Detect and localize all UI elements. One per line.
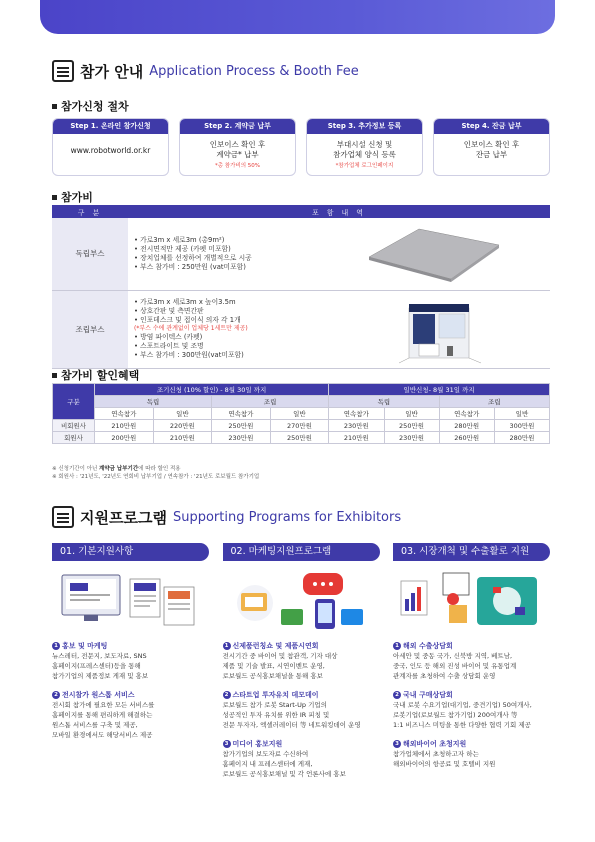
step-body: 부대시설 신청 및 참가업체 양식 등록 *참가업체 로그인페이지 [307,134,422,171]
website-link[interactable]: www.robotworld.or.kr [70,146,151,155]
program-header: 02. 마케팅지원프로그램 [223,543,380,561]
program-item: 2 국내 구매상담회 국내 로봇 수요기업(대기업, 중견기업) 50여개사, 로봇기업(로보월드 참가기업) 200여개사 等 1:1 비즈니스 미팅을 통한 다양한 협력 기회 제공 [393,691,532,729]
section-title-ko: 참가 안내 [80,62,144,81]
apply-subtitle: 참가신청 절차 [52,98,129,114]
number-badge: 2 [393,691,401,699]
footnotes: ※ 신청기간이 아닌 계약금 납부기간에 따라 할인 적용 ※ 회원사 : '21년도, '22년도 연회비 납부기업 / 연속참가 : '21년도 로보월드 참가기업 [52,466,260,480]
section-title-application [52,60,359,82]
bullet-square-icon [52,373,57,378]
program-item: 3 해외바이어 초청지원 참가업체에서 초청하고자 하는 해외바이어의 항공료 및 호텔비 지원 [393,740,496,768]
discount-subtitle: 참가비 할인혜택 [52,367,139,383]
section-title-en: Supporting Programs for Exhibitors [172,509,402,525]
fee-row-label: 독립부스 [52,218,128,290]
step-note: *참가업체 로그인페이지 [335,163,394,169]
bullet-square-icon [52,104,57,109]
document-icon [52,60,74,82]
program-item: 1 신제품런칭쇼 및 제품시연회 전시기간 중 바이어 및 참관객, 기자 대상 제품 및 기술 발표, 시연이벤트 운영, 로보월드 공식홍보채널을 통해 홍보 [222,642,338,680]
discount-table: 구분 조기신청 (10% 할인) - 8월 30일 까지 일반신청- 8월 31일 까지 독립 조립 독립 조립 연속참가 일반 연속참가 일반 연속참가 일반 연속참가 일반 비회원사 210만원 220만원 250만원 270만원 230만원 250만원 280만원 300만원 회원사 200만원 210만원 230만원 250만원 210만원 230만원 260만원 280만원 [52,383,550,444]
section-title-en: Application Process & Booth Fee [149,63,359,79]
section-title-programs [52,506,401,528]
program-column [52,543,209,788]
step-header: Step 1. 온라인 참가신청 [53,119,168,134]
number-badge: 1 [393,642,401,650]
program-column [393,543,550,788]
number-badge: 3 [223,740,231,748]
notebook-icon [52,506,74,528]
step-header: Step 3. 추가정보 등록 [307,119,422,134]
export-illustration [393,569,550,631]
table-row: 회원사 200만원 210만원 230만원 250만원 210만원 230만원 260만원 280만원 [53,432,550,444]
bullet-square-icon [52,195,57,200]
number-badge: 2 [52,691,60,699]
program-header: 03. 시장개척 및 수출활로 지원 [393,543,550,561]
step-card [433,118,550,176]
top-banner [40,0,555,34]
number-badge: 3 [393,740,401,748]
step-card [52,118,169,176]
discount-group-label: 구분 [53,384,95,420]
shell-scheme-booth-image [359,296,509,362]
mobile-marketing-illustration [223,569,380,631]
period-general: 일반신청- 8월 31일 까지 [329,384,550,396]
section-title-ko: 지원프로그램 [80,508,167,527]
apply-steps [52,118,550,178]
step-body [53,134,168,156]
program-column [223,543,380,788]
program-item: 2 전시참가 원스톱 서비스 전시회 참가에 필요한 모든 서비스를 홈페이지를 통해 편리하게 해결하는 원스톱 서비스를 구축 및 제공, 모바일 환경에서도 해당서비스 제공 [52,691,155,739]
number-badge: 1 [223,642,231,650]
step-note: *총 참가비의 50% [214,163,261,169]
fee-header-type: 구 분 [52,205,128,218]
step-header: Step 2. 계약금 납부 [180,119,295,134]
program-header: 01. 기본지원사항 [52,543,209,561]
step-body: 인보이스 확인 후 잔금 납부 [463,140,520,159]
program-columns [52,543,550,788]
fee-row-label: 조립부스 [52,290,128,368]
raw-space-booth-image [359,221,509,287]
number-badge: 2 [223,691,231,699]
fee-table [52,205,550,369]
step-body: 인보이스 확인 후 계약금* 납부 *총 참가비의 50% [180,134,295,171]
table-row: 비회원사 210만원 220만원 250만원 270만원 230만원 250만원 280만원 300만원 [53,420,550,432]
step-card [306,118,423,176]
fee-row-items: • 가로3m x 세로3m (총9m²) • 전시면적만 제공 (카펫 미포함) • 장치업체를 선정하여 개별적으로 시공 • 부스 참가비 : 250만원 (vat미포함) [134,236,252,271]
marketing-illustration [52,569,209,631]
program-item: 1 해외 수출상담회 아세안 및 중동 국가, 신북방 지역, 베트남, 중국, 인도 등 해외 진성 바이어 및 유통업계 관계자를 초청하여 수출 상담회 운영 [393,642,517,680]
program-item: 1 홍보 및 마케팅 뉴스레터, 전문지, 보도자료, SNS 홈페이지(프레스센터)등을 통해 참가기업의 제품정보 게재 및 홍보 [52,642,149,680]
program-item: 3 미디어 홍보지원 참가기업의 보도자료 수신하여 홈페이지 내 프레스센터에 게재, 로보월드 공식홍보채널 및 각 언론사에 홍보 [222,740,346,778]
step-card [179,118,296,176]
step-header: Step 4. 잔금 납부 [434,119,549,134]
program-item: 2 스타트업 투자유치 데모데이 로보월드 참가 로봇 Start-Up 기업의 성공적인 투자 유치를 위한 IR 피칭 및 전문 투자자, 엑셀러레이터 等 네트워킹데이 운영 [222,691,361,729]
number-badge: 1 [52,642,60,650]
fee-subtitle: 참가비 [52,189,93,205]
fee-header-detail: 포 함 내 역 [128,205,550,218]
period-early: 조기신청 (10% 할인) - 8월 30일 까지 [95,384,329,396]
fee-row-items: • 가로3m x 세로3m x 높이3.5m • 상호간판 및 측면간판 • 인포데스크 및 접이식 의자 각 1개 (*부스 수에 관계없이 업체당 1세트만 제공) • 방염 파이텍스 (카펫) • 스포트라이트 및 조명 • 부스 참가비 : 300만원(vat미포함) [134,298,248,359]
